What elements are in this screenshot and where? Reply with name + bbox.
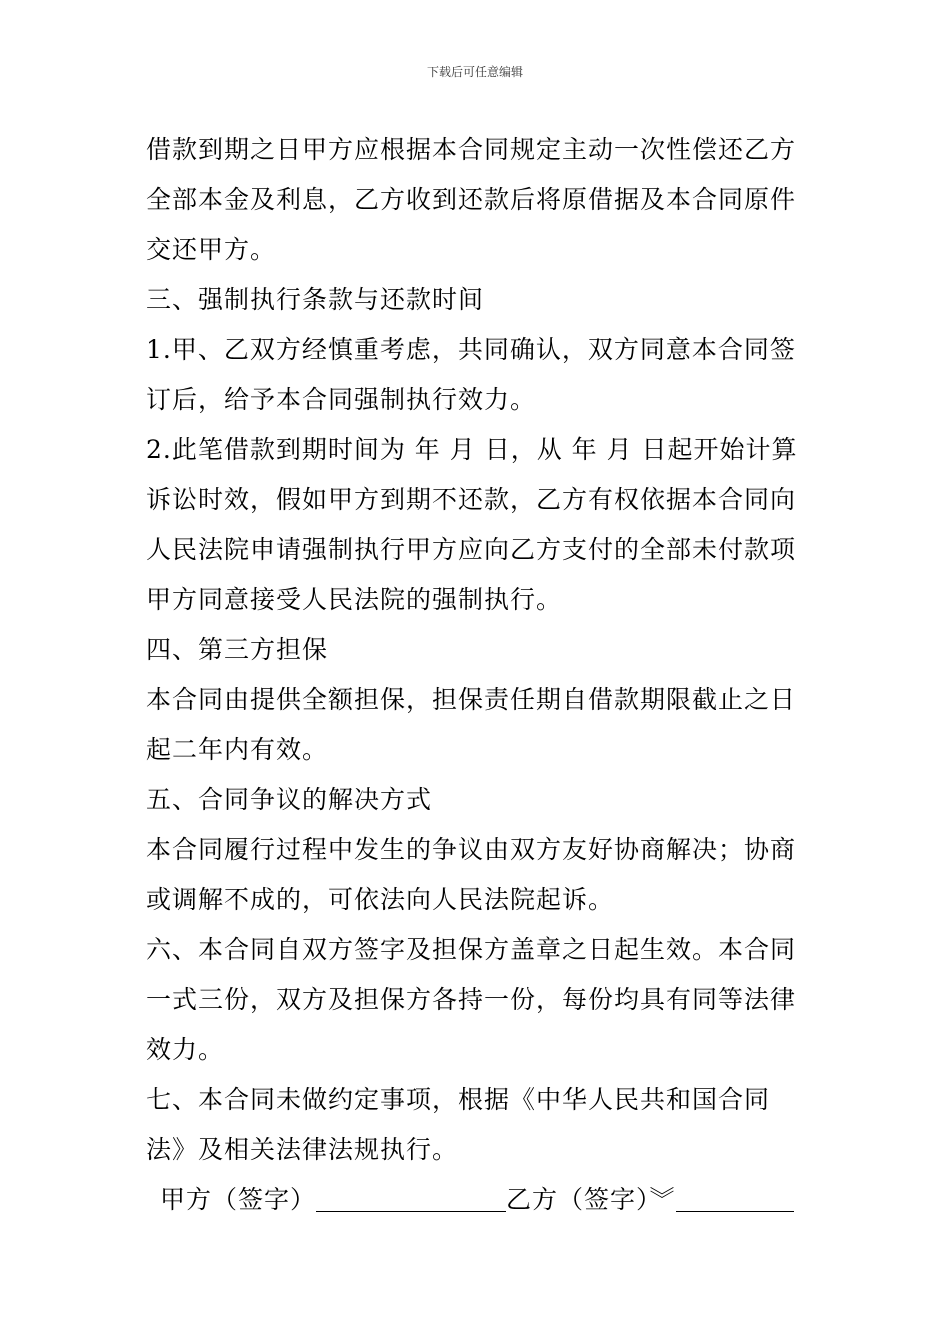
signature-line (146, 1175, 808, 1225)
text-line: 一式三份，双方及担保方各持一份，每份均具有同等法律 (146, 985, 797, 1014)
text-line: 订后，给予本合同强制执行效力。 (146, 385, 537, 414)
text-line: 或调解不成的，可依法向人民法院起诉。 (146, 885, 615, 914)
text-line: 起二年内有效。 (146, 735, 329, 764)
document-body (146, 125, 808, 1225)
text-line: 交还甲方。 (146, 235, 277, 264)
section-heading-5: 五、合同争议的解决方式 (146, 785, 433, 814)
text-line: 效力。 (146, 1035, 225, 1064)
section-heading-3: 三、强制执行条款与还款时间 (146, 285, 485, 314)
text-line: 七、本合同未做约定事项，根据《中华人民共和国合同 (146, 1085, 771, 1114)
text-line: 借款到期之日甲方应根据本合同规定主动一次性偿还乙方 (146, 135, 797, 164)
text-line: 2.此笔借款到期时间为 年 月 日，从 年 月 日起开始计算 (146, 435, 798, 464)
text-line: 诉讼时效，假如甲方到期不还款，乙方有权依据本合同向 (146, 485, 797, 514)
party-b-signature-label: 乙方（签字） (506, 1185, 650, 1214)
party-a-signature-blank (316, 1181, 506, 1212)
signature-mark: ︾ (649, 1185, 676, 1214)
section-heading-4: 四、第三方担保 (146, 635, 329, 664)
text-line: 法》及相关法律法规执行。 (146, 1135, 459, 1164)
party-b-signature-blank (676, 1181, 794, 1212)
text-line: 六、本合同自双方签字及担保方盖章之日起生效。本合同 (146, 935, 797, 964)
text-line: 本合同履行过程中发生的争议由双方友好协商解决；协商 (146, 835, 797, 864)
text-line: 人民法院申请强制执行甲方应向乙方支付的全部未付款项 (146, 535, 797, 564)
text-line: 1.甲、乙双方经慎重考虑，共同确认，双方同意本合同签 (146, 335, 796, 364)
page-header-note: 下载后可任意编辑 (426, 65, 523, 79)
text-line: 本合同由提供全额担保，担保责任期自借款期限截止之日 (146, 685, 797, 714)
text-line: 全部本金及利息，乙方收到还款后将原借据及本合同原件 (146, 185, 797, 214)
text-line: 甲方同意接受人民法院的强制执行。 (146, 585, 563, 614)
party-a-signature-label: 甲方（签字） (160, 1185, 317, 1214)
